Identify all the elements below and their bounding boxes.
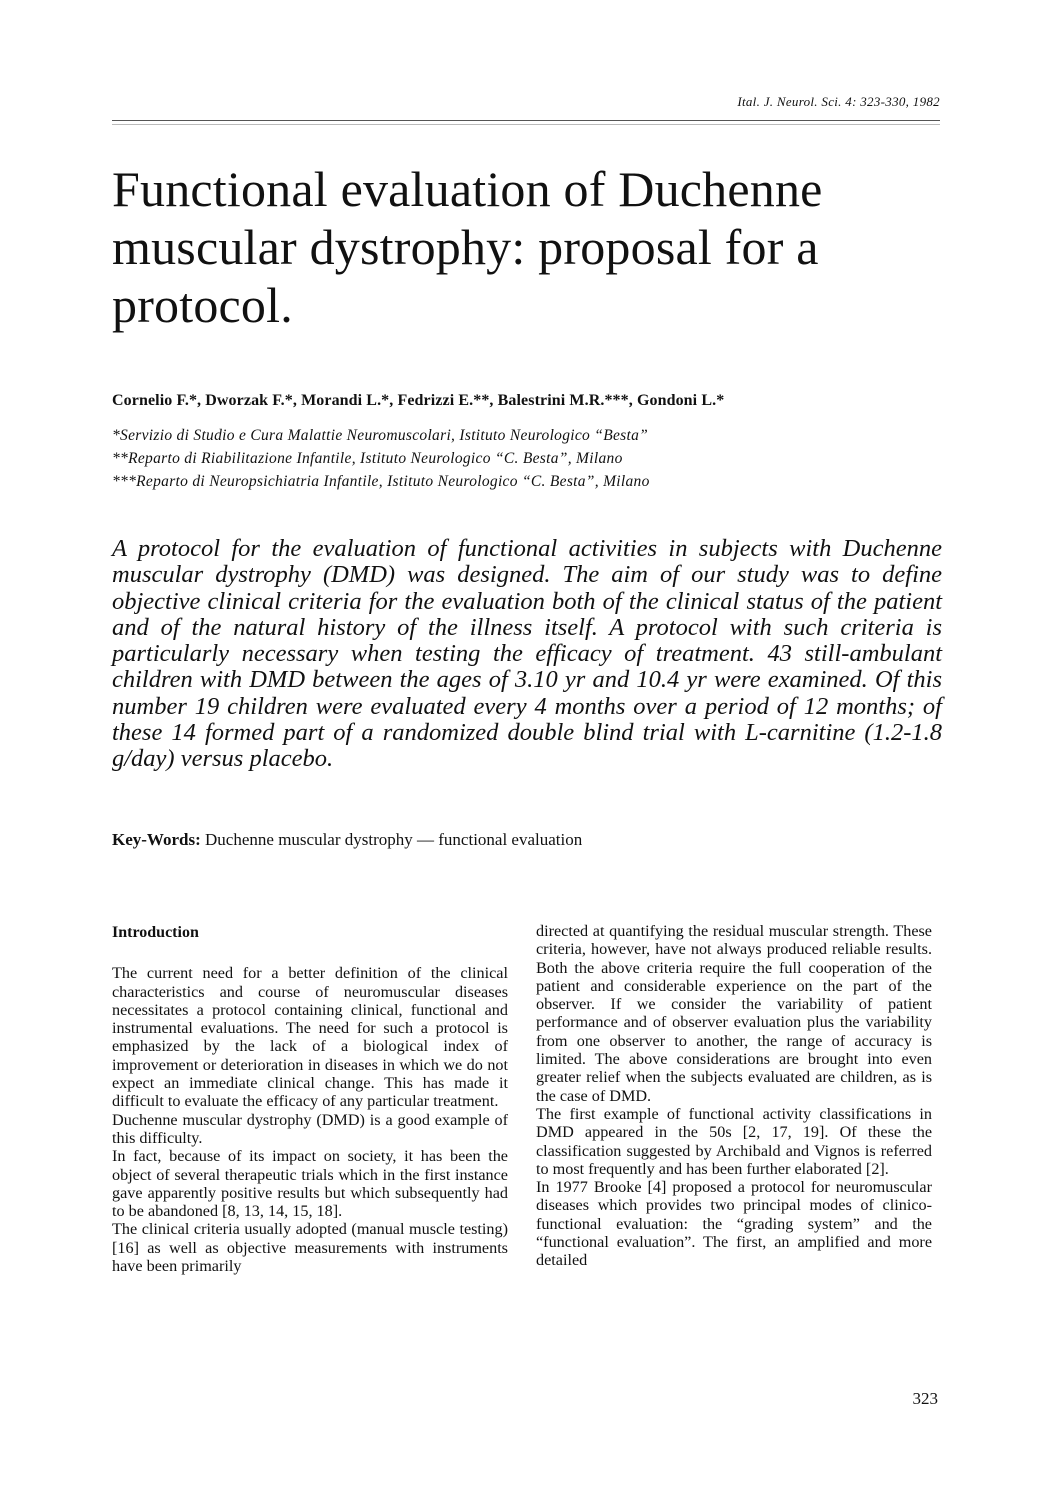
body-paragraph: The first example of functional activity classifications in DMD appeared in the 50s [2, 17, 19]. Of these the classification suggested by Archibald and Vignos is referred to most frequently and has been further elaborated [2]. [536, 1104, 932, 1178]
body-paragraph: The current need for a better definition of the clinical characteristics and course of neuromuscular diseases necessitates a protocol containing clinical, functional and instrumental evaluations. The need for such a protocol is emphasized by the lack of a biological index of improvement or deterioration in diseases in which we do not expect an immediate clinical change. This has made it difficult to evaluate the efficacy of any particular treatment. [112, 964, 508, 1111]
affiliations [112, 424, 952, 493]
keywords-text: Duchenne muscular dystrophy — functional evaluation [205, 830, 583, 849]
keywords [112, 830, 952, 850]
body-column-left [112, 924, 508, 1275]
article-title: Functional evaluation of Duchenne muscular dystrophy: proposal for a protocol. [112, 161, 823, 333]
body-column-right [536, 922, 932, 1270]
affiliation-3: ***Reparto di Neuropsichiatria Infantile, Istituto Neurologico “C. Besta”, Milano [112, 473, 650, 490]
header-rule [112, 120, 940, 125]
journal-citation: Ital. J. Neurol. Sci. 4: 323-330, 1982 [737, 94, 940, 109]
abstract: A protocol for the evaluation of functional activities in subjects with Duchenne muscular dystrophy (DMD) was designed. The aim of our study was to define objective clinical criteria for the evaluation both of the clinical status of the patient and of the natural history of the illness itself. A protocol with such criteria is particularly necessary when testing the efficacy of treatment. 43 still-ambulant children with DMD between the ages of 3.10 yr and 10.4 yr were examined. Of this number 19 children were evaluated every 4 months over a period of 12 months; of these 14 formed part of a randomized double blind trial with L-carnitine (1.2-1.8 g/day) versus placebo. [112, 535, 942, 773]
affiliation-1: *Servizio di Studio e Cura Malattie Neuromuscolari, Istituto Neurologico “Besta” [112, 427, 649, 444]
body-paragraph: In fact, because of its impact on society, it has been the object of several therapeutic trials which in the first instance gave apparently positive results but which subsequently had to be abandoned [8, 13, 14, 15, 18]. [112, 1147, 508, 1221]
page-number: 323 [912, 1389, 938, 1408]
author-list: Cornelio F.*, Dworzak F.*, Morandi L.*, Fedrizzi E.**, Balestrini M.R.***, Gondoni L.* [112, 392, 725, 409]
section-heading-introduction: Introduction [112, 924, 199, 941]
body-paragraph: The clinical criteria usually adopted (manual muscle testing) [16] as well as objective measurements with instruments have been primarily [112, 1220, 508, 1276]
affiliation-2: **Reparto di Riabilitazione Infantile, Istituto Neurologico “C. Besta”, Milano [112, 450, 623, 467]
body-paragraph: Duchenne muscular dystrophy (DMD) is a good example of this difficulty. [112, 1110, 508, 1147]
keywords-label: Key-Words: [112, 830, 201, 849]
body-paragraph: directed at quantifying the residual muscular strength. These criteria, however, have not always produced reliable results. Both the above criteria require the full cooperation of the patient and considerable experience on the part of the observer. If we consider the variability of patient performance and of observer evaluation plus the variability from one observer to another, the range of accuracy is limited. The above considerations are brought into even greater relief when the subjects evaluated are children, as is the case of DMD. [536, 922, 932, 1105]
body-paragraph: In 1977 Brooke [4] proposed a protocol for neuromuscular diseases which provides two principal modes of clinico-functional evaluation: the “grading system” and the “functional evaluation”. The first, an amplified and more detailed [536, 1178, 932, 1270]
